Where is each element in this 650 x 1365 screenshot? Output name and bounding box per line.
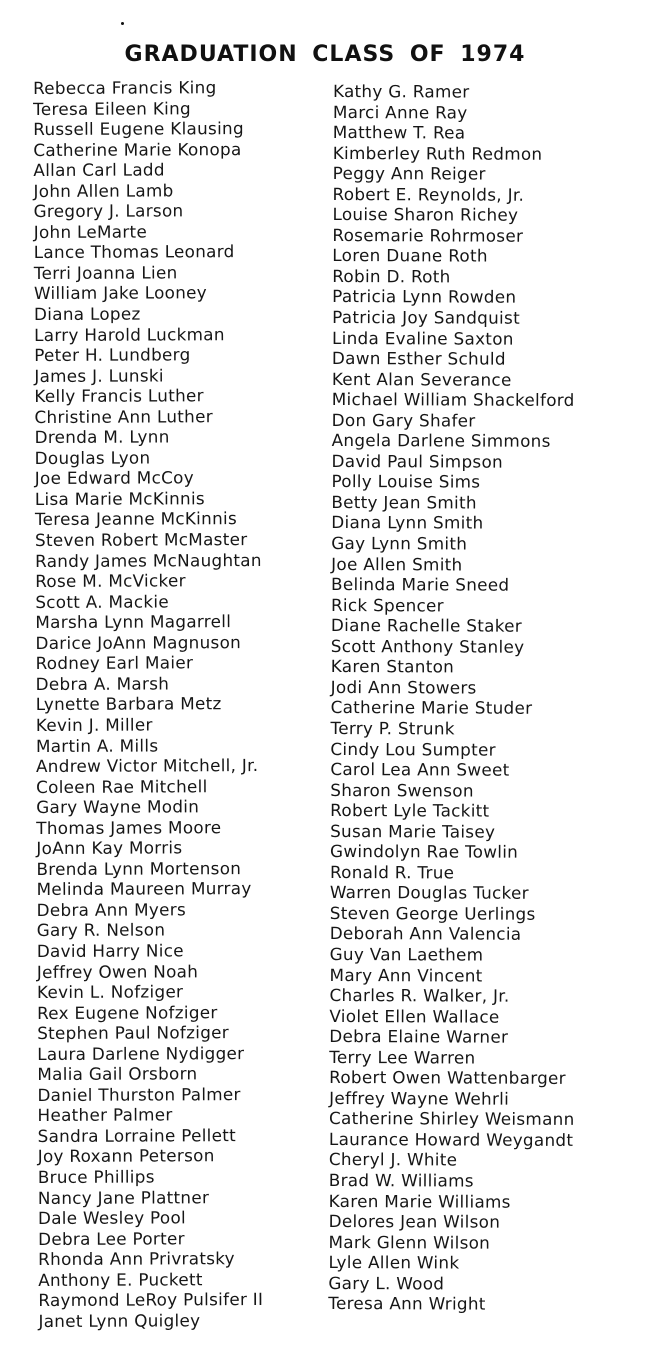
graduate-name: Kevin L. Nofziger — [36, 981, 184, 1003]
graduate-name: William Jake Looney — [33, 282, 208, 304]
graduate-name: Gwindolyn Rae Towlin — [330, 841, 519, 862]
graduate-name: Randy James McNaughtan — [35, 549, 262, 571]
graduate-name: Michael William Shackelford — [331, 389, 575, 411]
graduate-name: Steven George Uerlings — [329, 902, 536, 924]
graduate-name: Brad W. Williams — [328, 1169, 474, 1191]
graduate-name: Jeffrey Wayne Wehrli — [329, 1087, 510, 1109]
graduate-name: Rebecca Francis King — [33, 77, 217, 98]
graduate-name: Patricia Joy Sandquist — [332, 307, 521, 328]
graduate-name: Angela Darlene Simmons — [331, 430, 551, 452]
graduate-name: Thomas James Moore — [36, 816, 222, 838]
graduate-name: Anthony E. Puckett — [38, 1268, 203, 1290]
graduate-name: Rex Eugene Nofziger — [37, 1001, 218, 1023]
graduate-name: Rick Spencer — [330, 594, 444, 616]
graduate-name: Catherine Marie Konopa — [33, 138, 242, 160]
graduate-name: Kelly Francis Luther — [34, 385, 204, 407]
graduate-name: Larry Harold Luckman — [34, 323, 225, 345]
graduate-name: Rodney Earl Maier — [35, 652, 194, 674]
graduate-name: Raymond LeRoy Pulsifer II — [38, 1289, 264, 1311]
graduate-name: Nancy Jane Plattner — [37, 1186, 210, 1208]
graduate-name: Teresa Eileen King — [33, 97, 192, 119]
graduate-name: Dale Wesley Pool — [37, 1207, 187, 1229]
graduate-list-left-column — [33, 77, 265, 1331]
graduate-name: Peter H. Lundberg — [34, 344, 191, 366]
graduate-name: Loren Duane Roth — [332, 245, 488, 266]
graduate-name: Drenda M. Lynn — [34, 426, 170, 448]
graduate-name: Scott Anthony Stanley — [330, 635, 525, 657]
graduate-name: Ronald R. True — [329, 861, 455, 883]
graduate-name: Delores Jean Wilson — [328, 1211, 501, 1232]
graduate-name: Russell Eugene Klausing — [33, 118, 244, 140]
graduate-name: Rosemarie Rohrmoser — [332, 224, 524, 246]
graduate-name: Charles R. Walker, Jr. — [329, 985, 510, 1006]
graduate-name: Gregory J. Larson — [33, 200, 184, 222]
graduate-name: Warren Douglas Tucker — [329, 882, 529, 904]
graduate-name: John LeMarte — [33, 221, 148, 242]
graduate-name: Belinda Marie Sneed — [331, 574, 510, 595]
graduate-name: Diane Rachelle Staker — [330, 615, 523, 636]
graduate-name: Cheryl J. White — [328, 1149, 458, 1170]
graduate-name: James J. Lunski — [34, 365, 164, 386]
graduate-name: Matthew T. Rea — [332, 122, 466, 143]
graduate-name: Allan Carl Ladd — [33, 159, 165, 181]
graduate-name: Teresa Jeanne McKinnis — [34, 508, 238, 530]
graduate-name: Gary Wayne Modin — [36, 796, 200, 818]
graduate-name: Rose M. McVicker — [35, 570, 186, 592]
graduate-name: Melinda Maureen Murray — [36, 878, 252, 900]
graduate-name: Cindy Lou Sumpter — [330, 738, 496, 760]
graduate-name: JoAnn Kay Morris — [36, 837, 183, 859]
graduate-name: Terry Lee Warren — [329, 1046, 476, 1068]
graduate-name: Debra Elaine Warner — [329, 1026, 509, 1047]
graduate-name: Teresa Ann Wright — [328, 1293, 486, 1314]
graduate-list-right-column — [328, 81, 578, 1315]
graduate-name: Guy Van Laethem — [329, 943, 484, 965]
graduate-name: Brenda Lynn Mortenson — [36, 857, 242, 879]
graduate-name: Violet Ellen Wallace — [329, 1005, 500, 1027]
graduate-name: Linda Evaline Saxton — [331, 327, 514, 349]
graduate-name: Lisa Marie McKinnis — [34, 488, 205, 509]
graduate-name: Debra Ann Myers — [36, 899, 187, 920]
graduate-name: Marci Anne Ray — [332, 101, 468, 123]
graduate-name: Mark Glenn Wilson — [328, 1231, 491, 1253]
graduate-name: Diana Lopez — [33, 303, 141, 325]
graduate-name: Steven Robert McMaster — [34, 529, 248, 551]
graduate-name: Daniel Thurston Palmer — [37, 1083, 241, 1105]
graduate-name: Kent Alan Severance — [331, 368, 512, 390]
graduate-name: Dawn Esther Schuld — [331, 348, 506, 369]
graduate-name: Lynette Barbara Metz — [35, 693, 222, 715]
graduate-name: David Harry Nice — [36, 940, 184, 961]
graduate-name: Karen Stanton — [330, 656, 455, 677]
graduate-name: Debra Lee Porter — [38, 1227, 185, 1249]
graduate-name: Betty Jean Smith — [331, 491, 477, 513]
graduate-name: Rhonda Ann Privratsky — [38, 1248, 235, 1270]
graduate-name: Kevin J. Miller — [35, 714, 153, 735]
print-speck — [121, 22, 124, 25]
graduate-name: Mary Ann Vincent — [329, 964, 483, 986]
graduate-name: Martin A. Mills — [35, 734, 159, 756]
graduate-name: Deborah Ann Valencia — [329, 923, 522, 945]
graduate-name: Susan Marie Taisey — [330, 820, 496, 842]
graduate-name: Marsha Lynn Magarrell — [35, 611, 232, 633]
graduate-name: Heather Palmer — [37, 1104, 173, 1126]
graduate-name: Patricia Lynn Rowden — [332, 286, 517, 308]
graduate-name: Karen Marie Williams — [328, 1190, 511, 1212]
graduate-name: Joy Roxann Peterson — [37, 1145, 215, 1167]
graduate-name: Gary R. Nelson — [36, 919, 166, 941]
graduate-name: Carol Lea Ann Sweet — [330, 759, 510, 780]
page-title: GRADUATION CLASS OF 1974 — [124, 41, 526, 67]
graduate-name: Douglas Lyon — [34, 447, 151, 468]
graduate-name: Robert Lyle Tackitt — [330, 800, 490, 821]
graduate-name: Robin D. Roth — [332, 265, 451, 287]
graduate-name: Kimberley Ruth Redmon — [332, 142, 543, 164]
graduate-name: Terry P. Strunk — [330, 717, 455, 739]
graduate-name: Joe Allen Smith — [331, 553, 463, 575]
graduate-name: Laurance Howard Weygandt — [328, 1128, 574, 1150]
graduate-name: Stephen Paul Nofziger — [37, 1022, 230, 1044]
graduate-name: Don Gary Shafer — [331, 409, 476, 431]
graduate-name: Christine Ann Luther — [34, 405, 213, 427]
graduate-name: Gay Lynn Smith — [331, 533, 468, 554]
graduate-name: Janet Lynn Quigley — [38, 1310, 201, 1331]
graduate-name: Catherine Marie Studer — [330, 697, 533, 719]
graduate-name: Malia Gail Orsborn — [37, 1063, 198, 1085]
graduate-name: Kathy G. Ramer — [332, 81, 470, 102]
graduate-name: Terri Joanna Lien — [33, 262, 178, 283]
graduate-name: John Allen Lamb — [33, 180, 174, 201]
graduate-name: Andrew Victor Mitchell, Jr. — [35, 755, 259, 777]
graduate-name: Darice JoAnn Magnuson — [35, 631, 242, 653]
graduate-name: Lance Thomas Leonard — [33, 241, 235, 263]
graduate-name: Bruce Phillips — [37, 1166, 155, 1187]
graduate-name: Diana Lynn Smith — [331, 512, 484, 534]
graduate-name: Polly Louise Sims — [331, 471, 481, 492]
graduate-name: Louise Sharon Richey — [332, 204, 519, 225]
graduate-name: Catherine Shirley Weismann — [328, 1108, 575, 1130]
graduate-name: Sandra Lorraine Pellett — [37, 1125, 237, 1146]
graduate-name: Joe Edward McCoy — [34, 467, 194, 489]
graduate-name: Jodi Ann Stowers — [330, 676, 477, 698]
graduate-name: Coleen Rae Mitchell — [36, 775, 208, 797]
graduate-name: Lyle Allen Wink — [328, 1252, 460, 1273]
graduate-name: David Paul Simpson — [331, 450, 504, 472]
graduate-name: Robert E. Reynolds, Jr. — [332, 183, 525, 205]
graduate-name: Scott A. Mackie — [35, 591, 170, 612]
graduate-name: Debra A. Marsh — [35, 673, 170, 694]
graduate-name: Laura Darlene Nydigger — [37, 1042, 245, 1064]
graduate-name: Sharon Swenson — [330, 779, 474, 801]
graduate-name: Robert Owen Wattenbarger — [329, 1067, 566, 1089]
graduate-name: Peggy Ann Reiger — [332, 163, 486, 184]
graduate-name: Gary L. Wood — [328, 1272, 445, 1294]
graduate-name: Jeffrey Owen Noah — [36, 960, 199, 982]
